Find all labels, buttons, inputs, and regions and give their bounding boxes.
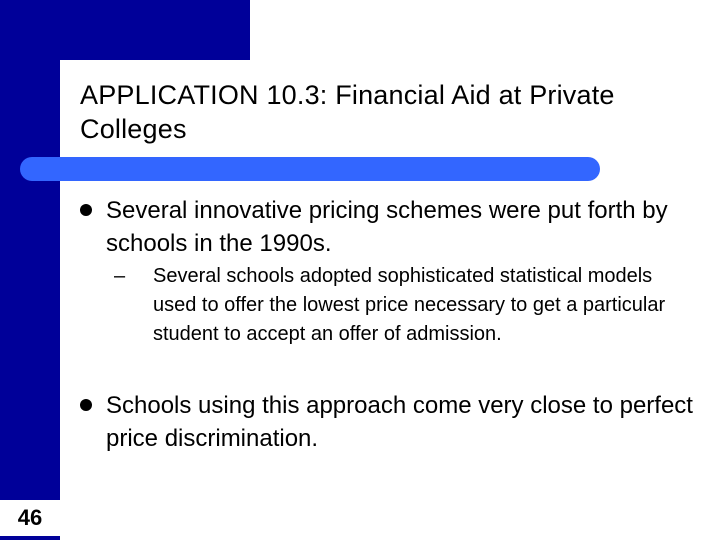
slide-number: 46 [0, 500, 60, 536]
left-frame-bar [0, 0, 60, 540]
top-frame-block [0, 0, 250, 60]
sub-bullet-text-1: Several schools adopted sophisticated statistical models used to offer the lowest price necessary to get a particular student to accept an offer of admission. [153, 265, 666, 345]
bullet-text-2: Schools using this approach come very close to perfect price discrimination. [106, 392, 693, 452]
bullet-dot-icon [80, 204, 92, 216]
sub-bullet-dash: – [114, 265, 126, 287]
sub-bullet-item-1 [114, 262, 694, 349]
title-underline-bar [20, 157, 600, 181]
bullet-item-2 [80, 389, 700, 455]
bullet-dot-icon [80, 399, 92, 411]
bullet-item-1 [80, 194, 700, 260]
bullet-text-1: Several innovative pricing schemes were put forth by schools in the 1990s. [106, 197, 668, 257]
slide-title: APPLICATION 10.3: Financial Aid at Private Colleges [80, 80, 615, 144]
